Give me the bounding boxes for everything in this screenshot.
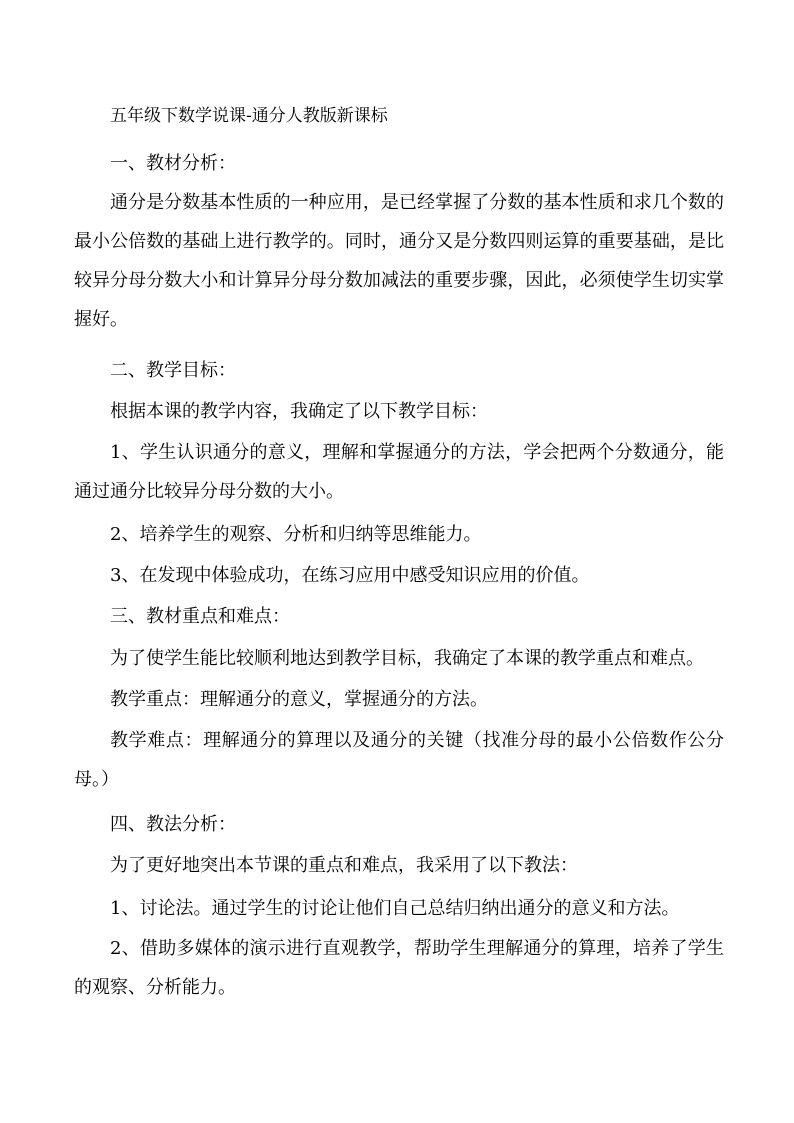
heading-teaching-method: 四、教法分析： [110, 814, 236, 835]
paragraph-goal-1: 1、学生认识通分的意义，理解和掌握通分的方法，学会把两个分数通分，能通过通分比较异分母分数的大小。 [74, 442, 724, 502]
paragraph-method-1: 1、讨论法。通过学生的讨论让他们自己总结归纳出通分的意义和方法。 [110, 898, 680, 919]
document-title: 五年级下数学说课-通分人教版新课标 [110, 106, 388, 126]
heading-textbook-analysis: 一、教材分析： [110, 153, 236, 174]
paragraph-teaching-focus: 教学重点：理解通分的意义，掌握通分的方法。 [110, 689, 488, 710]
paragraph-goal-2: 2、培养学生的观察、分析和归纳等思维能力。 [110, 524, 482, 545]
paragraph-method-intro: 为了更好地突出本节课的重点和难点，我采用了以下教法： [110, 855, 578, 876]
paragraph-teaching-difficulty: 教学难点：理解通分的算理以及通分的关键（找准分母的最小公倍数作公分母。） [74, 730, 724, 790]
paragraph-goals-intro: 根据本课的教学内容，我确定了以下教学目标： [110, 401, 488, 422]
paragraph-goal-3: 3、在发现中体验成功，在练习应用中感受知识应用的价值。 [110, 565, 590, 586]
paragraph-key-points-intro: 为了使学生能比较顺利地达到教学目标，我确定了本课的教学重点和难点。 [110, 648, 704, 669]
heading-teaching-goals: 二、教学目标： [110, 360, 236, 381]
paragraph-textbook-analysis: 通分是分数基本性质的一种应用，是已经掌握了分数的基本性质和求几个数的最小公倍数的基础上进行教学的。同时，通分又是分数四则运算的重要基础，是比较异分母分数大小和计算异分母分数加减法的重要步骤，因此，必须使学生切实掌握好。 [74, 192, 724, 330]
heading-key-points: 三、教材重点和难点： [110, 606, 290, 627]
paragraph-method-2: 2、借助多媒体的演示进行直观教学，帮助学生理解通分的算理，培养了学生的观察、分析能力。 [74, 938, 724, 998]
